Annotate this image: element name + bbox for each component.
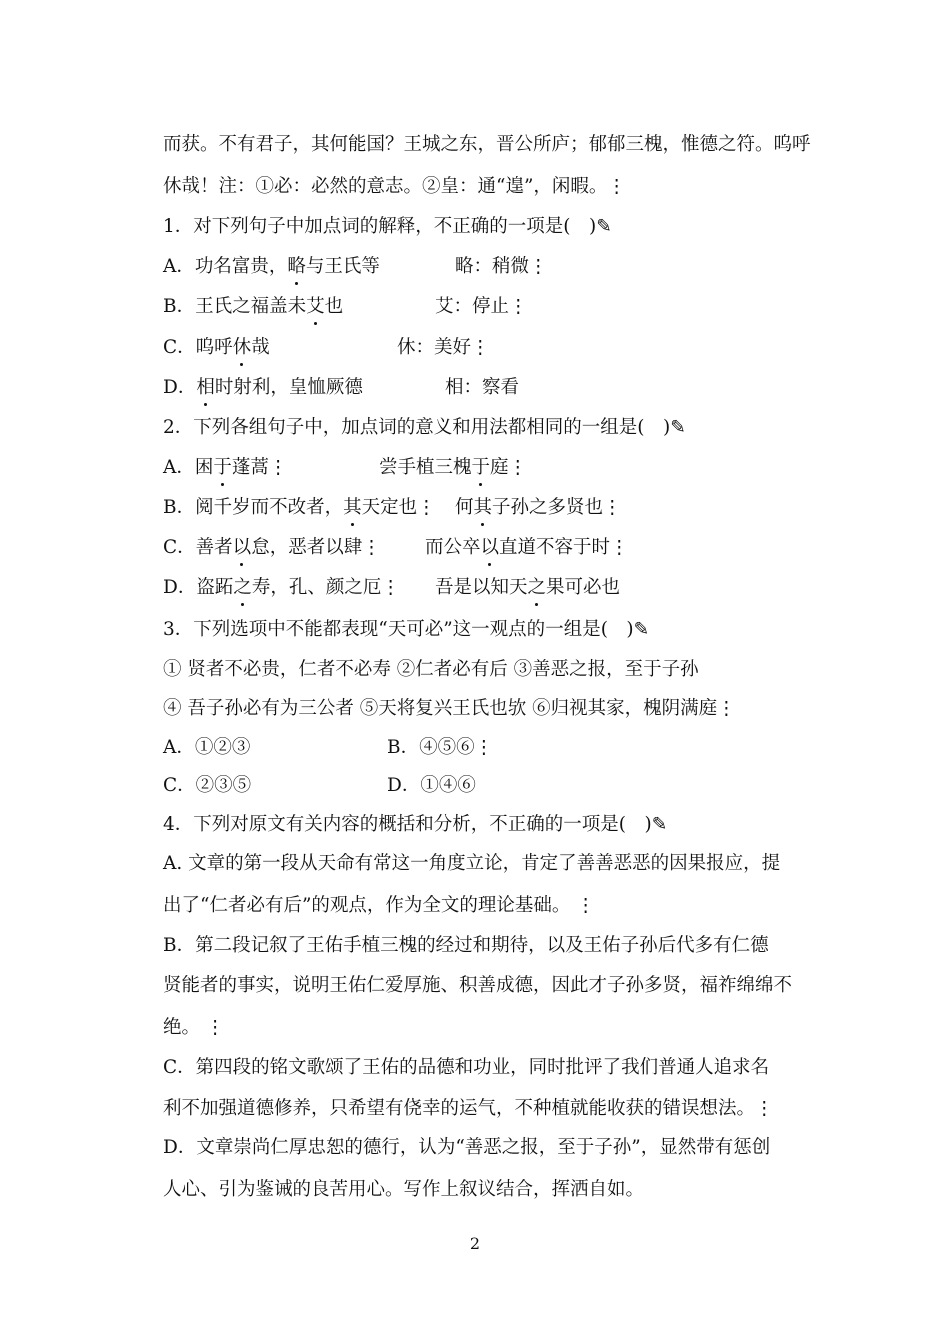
q1-option-d: D．相时射利，皇恤厥德 相：察看 bbox=[163, 377, 520, 398]
dotted-word: 休 bbox=[232, 337, 252, 358]
dotted-mark-icon: ⋮ bbox=[381, 577, 400, 598]
q4-option-b-cont: 贤能者的事实，说明王佑仁爱厚施、积善成德，因此才子孙多贤，福祚绵绵不 bbox=[163, 975, 793, 996]
dotted-mark-icon: ⋮ bbox=[603, 497, 622, 518]
pen-icon: ✎ bbox=[596, 216, 612, 237]
dotted-mark-icon: ⋮ bbox=[362, 537, 381, 558]
dotted-mark-icon: ⋮ bbox=[529, 256, 548, 277]
q2-option-b: B．阅千岁而不改者，其天定也⋮ 何其子孙之多贤也⋮ bbox=[163, 497, 622, 518]
q3-options-cd: C．②③⑤ D．①④⑥ bbox=[163, 775, 476, 796]
dotted-mark-icon: ⋮ bbox=[474, 737, 494, 758]
dotted-mark-icon: ⋮ bbox=[508, 457, 528, 478]
question-2-stem: 2．下列各组句子中，加点词的意义和用法都相同的一组是( )✎ bbox=[163, 417, 686, 438]
q4-option-b: B．第二段记叙了王佑手植三槐的经过和期待，以及王佑子孙后代多有仁德 bbox=[163, 935, 769, 956]
passage-note: 休哉！注：①必：必然的意志。②皇：通“遑”，闲暇。 bbox=[163, 176, 608, 197]
dotted-mark-icon: ⋮ bbox=[607, 176, 626, 197]
q1-gloss-b: 艾：停止⋮ bbox=[435, 296, 528, 317]
question-1-stem: 1．对下列句子中加点词的解释，不正确的一项是( )✎ bbox=[163, 216, 612, 237]
q4-option-b-end: 绝。 ⋮ bbox=[163, 1017, 225, 1038]
q3-items-1: ① 贤者不必贵，仁者不必寿 ②仁者必有后 ③善恶之报，至于子孙 bbox=[163, 659, 699, 680]
dotted-word: 艾 bbox=[306, 296, 325, 317]
dotted-mark-icon: ⋮ bbox=[471, 337, 490, 358]
q1-gloss-c: 休：美好⋮ bbox=[397, 337, 490, 358]
q4-option-a-cont: 出了“仁者必有后”的观点，作为全文的理论基础。 ⋮ bbox=[163, 895, 595, 916]
passage-line bbox=[163, 175, 626, 199]
dotted-word: 相 bbox=[196, 377, 215, 398]
dotted-mark-icon: ⋮ bbox=[610, 537, 629, 558]
q4-option-d: D．文章崇尚仁厚忠恕的德行，认为“善恶之报，至于子孙”，显然带有惩创 bbox=[163, 1137, 771, 1158]
q3-items-2: ④ 吾子孙必有为三公者 ⑤天将复兴王氏也欤 ⑥归视其家，槐阴满庭⋮ bbox=[163, 698, 736, 719]
q2-option-c: C．善者以怠，恶者以肆⋮ 而公卒以直道不容于时⋮ bbox=[163, 537, 629, 558]
pen-icon: ✎ bbox=[670, 417, 686, 438]
page-number: 2 bbox=[469, 1234, 481, 1253]
dotted-mark-icon: ⋮ bbox=[268, 457, 288, 478]
q1-option-a: A．功名富贵，略与王氏等 略：稍微⋮ bbox=[163, 256, 548, 277]
dotted-mark-icon: ⋮ bbox=[205, 1017, 225, 1038]
dotted-mark-icon: ⋮ bbox=[576, 895, 595, 916]
q4-option-c-cont: 利不加强道德修养，只希望有侥幸的运气，不种植就能收获的错误想法。⋮ bbox=[163, 1098, 774, 1119]
q2-option-a: A．困于蓬蒿⋮ 尝手植三槐于庭⋮ bbox=[163, 457, 528, 478]
q1-option-c: C．呜呼休哉 休：美好⋮ bbox=[163, 337, 490, 358]
q4-option-c: C．第四段的铭文歌颂了王佑的品德和功业，同时批评了我们普通人追求名 bbox=[163, 1057, 770, 1078]
q3-options-ab: A．①②③ B．④⑤⑥⋮ bbox=[163, 737, 494, 758]
dotted-mark-icon: ⋮ bbox=[717, 698, 736, 719]
q4-option-a: A. 文章的第一段从天命有常这一角度立论，肯定了善善恶恶的因果报应，提 bbox=[163, 853, 781, 874]
q1-gloss-d: 相：察看 bbox=[445, 377, 520, 398]
q4-option-d-cont: 人心、引为鉴诫的良苦用心。写作上叙议结合，挥洒自如。 bbox=[163, 1179, 645, 1200]
pen-icon: ✎ bbox=[651, 814, 668, 835]
pen-icon: ✎ bbox=[633, 619, 650, 640]
q1-gloss-a: 略：稍微⋮ bbox=[455, 256, 548, 277]
question-4-stem: 4．下列对原文有关内容的概括和分析，不正确的一项是( )✎ bbox=[163, 814, 668, 835]
dotted-word: 略 bbox=[287, 256, 306, 277]
dotted-mark-icon: ⋮ bbox=[509, 296, 528, 317]
dotted-mark-icon: ⋮ bbox=[755, 1098, 774, 1119]
dotted-mark-icon: ⋮ bbox=[417, 497, 436, 518]
q2-option-d: D．盗跖之寿，孔、颜之厄⋮ 吾是以知天之果可必也 bbox=[163, 577, 621, 598]
question-3-stem: 3．下列选项中不能都表现“天可必”这一观点的一组是( )✎ bbox=[163, 619, 650, 640]
q1-option-b: B．王氏之福盖未艾也 艾：停止⋮ bbox=[163, 296, 528, 317]
passage-line: 而获。不有君子，其何能国？王城之东，晋公所庐；郁郁三槐，惟德之符。呜呼 bbox=[163, 134, 811, 155]
